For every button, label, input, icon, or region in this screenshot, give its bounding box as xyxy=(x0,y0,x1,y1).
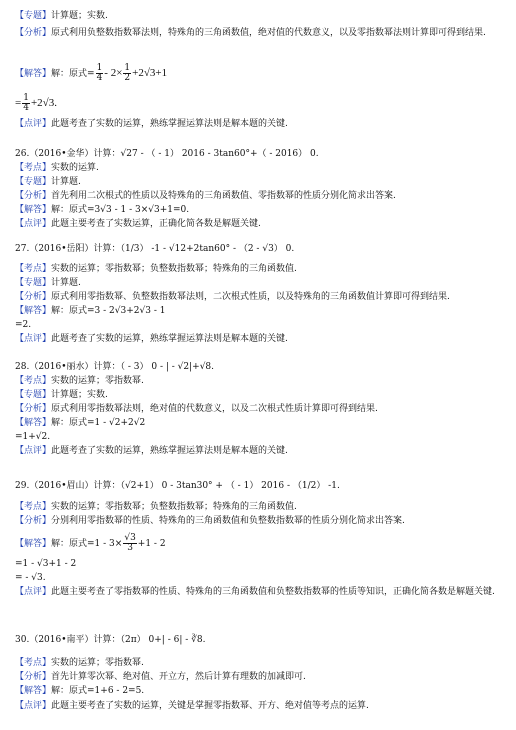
problem-26-heading: 26.（2016•金华）计算：√27 - （ - 1） 2016 - 3tan60°+（ - 2016） 0. xyxy=(15,149,319,159)
dianping-line xyxy=(15,333,288,345)
kaodian-text: 实数的运算；零指数幂；负整数指数幂；特殊角的三角函数值. xyxy=(51,264,297,274)
dianping-text: 此题考查了实数的运算，熟练掌握运算法则是解本题的关键. xyxy=(51,119,288,129)
fenxi-line xyxy=(15,190,396,202)
result-line: =1+√2. xyxy=(15,432,51,442)
fenxi-tag: 【分析】 xyxy=(15,292,52,302)
zhuanti-text: 计算题；实数. xyxy=(51,11,108,21)
dianping-text: 此题考查了实数的运算，熟练掌握运算法则是解本题的关键. xyxy=(51,446,288,456)
zhuanti-text: 计算题. xyxy=(51,177,81,187)
fenxi-tag: 【分析】 xyxy=(15,516,52,526)
fraction: $\frac{1}{4}$ xyxy=(23,93,29,113)
kaodian-line xyxy=(15,375,144,387)
dianping-line xyxy=(15,445,288,457)
dianping-text: 此题主要考查了实数的运算，关键是掌握零指数幂、开方、绝对值等考点的运算. xyxy=(51,701,369,711)
jieda-line: 【解答】解：原式= $\frac{1}{4}$ - 2× $\frac{1}{2}$ +2√3+1 xyxy=(15,63,168,83)
dianping-line xyxy=(15,586,503,598)
jieda-line xyxy=(15,685,144,697)
jieda-tag: 【解答】 xyxy=(15,539,52,549)
fenxi-line xyxy=(15,403,378,415)
kaodian-tag: 【考点】 xyxy=(15,163,52,173)
kaodian-tag: 【考点】 xyxy=(15,502,52,512)
jieda-line xyxy=(15,305,165,317)
fraction: $\frac{1}{4}$ xyxy=(96,63,103,83)
dianping-tag: 【点评】 xyxy=(15,446,52,456)
jieda-tag: 【解答】 xyxy=(15,686,52,696)
kaodian-tag: 【考点】 xyxy=(15,264,52,274)
problem-29-heading: 29.（2016•眉山）计算：（√2+1） 0 - 3tan30° + （ - 1） 2016 - （1/2） -1. xyxy=(15,481,340,491)
fenxi-text: 原式利用零指数幂法则，绝对值的代数意义，以及二次根式性质计算即可得到结果. xyxy=(51,404,378,414)
jieda-text: 解：原式=1 - √2+2√2 xyxy=(51,418,146,428)
dianping-tag: 【点评】 xyxy=(15,119,52,129)
fenxi-text: 首先计算零次幂、绝对值、开立方，然后计算有理数的加减即可. xyxy=(51,672,306,682)
fenxi-tag: 【分析】 xyxy=(15,191,52,201)
zhuanti-text: 计算题；实数. xyxy=(51,390,108,400)
result-line: =1 - √3+1 - 2 xyxy=(15,559,77,569)
zhuanti-tag: 【专题】 xyxy=(15,278,52,288)
fenxi-text: 分别利用零指数幂的性质、特殊角的三角函数值和负整数指数幂的性质分别化简求出答案. xyxy=(51,516,405,526)
result-line: = - √3. xyxy=(15,573,46,583)
dianping-tag: 【点评】 xyxy=(15,219,52,229)
dianping-tag: 【点评】 xyxy=(15,334,52,344)
jieda-line xyxy=(15,417,145,429)
dianping-line xyxy=(15,700,369,712)
zhuanti-line xyxy=(15,10,108,22)
fraction: $\frac{1}{2}$ xyxy=(124,63,131,83)
fenxi-line xyxy=(15,515,405,527)
kaodian-line xyxy=(15,501,297,513)
problem-27-heading: 27.（2016•岳阳）计算：（1/3） -1 - √12+2tan60° - （2 - √3） 0. xyxy=(15,244,295,254)
zhuanti-tag: 【专题】 xyxy=(15,11,52,21)
fenxi-text: 原式利用负整数指数幂法则，特殊角的三角函数值，绝对值的代数意义，以及零指数幂法则计算即可得到结果. xyxy=(51,28,486,38)
zhuanti-line xyxy=(15,277,81,289)
jieda-text: 解：原式=3 - 2√3+2√3 - 1 xyxy=(51,306,166,316)
fenxi-text: 首先利用二次根式的性质以及特殊角的三角函数值、零指数幂的性质分别化简求出答案. xyxy=(51,191,396,201)
jieda-tag: 【解答】 xyxy=(15,418,52,428)
kaodian-tag: 【考点】 xyxy=(15,376,52,386)
dianping-tag: 【点评】 xyxy=(15,701,52,711)
jieda-line: 【解答】解：原式=1 - 3× $\frac{√3}{3}$ +1 - 2 xyxy=(15,533,166,553)
result-line: = $\frac{1}{4}$ +2√3. xyxy=(15,93,57,113)
dianping-text: 此题主要考查了实数运算，正确化简各数是解题关键. xyxy=(51,219,261,229)
jieda-text: 解：原式=1 - 3× xyxy=(51,539,123,549)
kaodian-line xyxy=(15,162,99,174)
jieda-tag: 【解答】 xyxy=(15,69,52,79)
dianping-line xyxy=(15,118,288,130)
kaodian-text: 实数的运算；零指数幂；负整数指数幂；特殊角的三角函数值. xyxy=(51,502,297,512)
fenxi-text: 原式利用零指数幂、负整数指数幂法则，二次根式性质，以及特殊角的三角函数值计算即可得到结果. xyxy=(51,292,450,302)
problem-28-heading: 28.（2016•丽水）计算：（ - 3） 0 - | - √2|+√8. xyxy=(15,362,215,372)
jieda-tag: 【解答】 xyxy=(15,205,52,215)
zhuanti-tag: 【专题】 xyxy=(15,177,52,187)
kaodian-text: 实数的运算. xyxy=(51,163,99,173)
zhuanti-tag: 【专题】 xyxy=(15,390,52,400)
dianping-tag: 【点评】 xyxy=(15,587,52,597)
zhuanti-line xyxy=(15,389,108,401)
jieda-line xyxy=(15,204,189,216)
jieda-text: 解：原式=1+6 - 2=5. xyxy=(51,686,145,696)
problem-30-heading: 30.（2016•南平）计算：（2π） 0+| - 6| - ∛8. xyxy=(15,635,206,645)
result-line: =2. xyxy=(15,320,32,330)
fenxi-line xyxy=(15,27,503,39)
jieda-text: 解：原式= xyxy=(51,69,95,79)
jieda-tag: 【解答】 xyxy=(15,306,52,316)
fenxi-tag: 【分析】 xyxy=(15,28,52,38)
dianping-text: 此题主要考查了零指数幂的性质、特殊角的三角函数值和负整数指数幂的性质等知识，正确化简各数是解题关键. xyxy=(51,587,495,597)
zhuanti-line xyxy=(15,176,81,188)
dianping-text: 此题考查了实数的运算，熟练掌握运算法则是解本题的关键. xyxy=(51,334,288,344)
jieda-text: 解：原式=3√3 - 1 - 3×√3+1=0. xyxy=(51,205,190,215)
kaodian-tag: 【考点】 xyxy=(15,658,52,668)
fenxi-line xyxy=(15,671,306,683)
kaodian-line xyxy=(15,263,297,275)
fenxi-line xyxy=(15,291,450,303)
kaodian-text: 实数的运算；零指数幂. xyxy=(51,376,144,386)
fenxi-tag: 【分析】 xyxy=(15,672,52,682)
fenxi-tag: 【分析】 xyxy=(15,404,52,414)
kaodian-line xyxy=(15,657,144,669)
fraction: $\frac{√3}{3}$ xyxy=(124,533,136,553)
dianping-line xyxy=(15,218,261,230)
zhuanti-text: 计算题. xyxy=(51,278,81,288)
kaodian-text: 实数的运算；零指数幂. xyxy=(51,658,144,668)
